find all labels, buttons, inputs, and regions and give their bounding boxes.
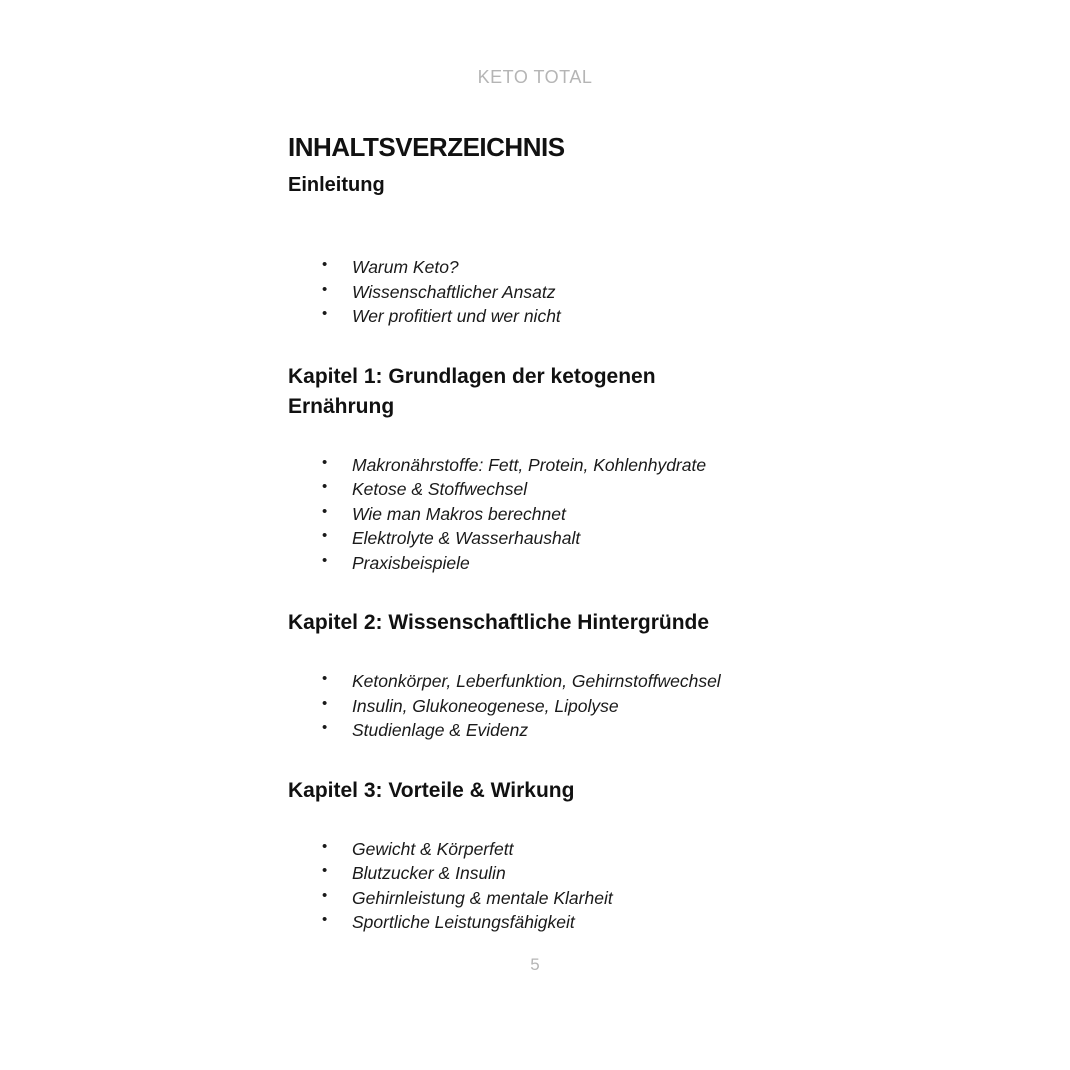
list-item: • Praxisbeispiele — [288, 551, 760, 576]
list-item: • Wissenschaftlicher Ansatz — [288, 280, 760, 305]
section-heading-kapitel-2: Kapitel 2: Wissenschaftliche Hintergründe — [288, 611, 710, 634]
list-item: • Wie man Makros berechnet — [288, 502, 760, 527]
list-item: • Gewicht & Körperfett — [288, 837, 760, 862]
list-item: • Wer profitiert und wer nicht — [288, 304, 760, 329]
bullet-list-kapitel-3 — [288, 837, 760, 935]
list-item: • Blutzucker & Insulin — [288, 861, 760, 886]
bullet-list-kapitel-2 — [288, 669, 760, 743]
page-number: 5 — [530, 955, 540, 974]
bullet-list-einleitung — [288, 255, 760, 329]
bullet-list-kapitel-1 — [288, 453, 760, 576]
list-item: • Sportliche Leistungsfähigkeit — [288, 910, 760, 935]
toc-content — [288, 0, 760, 935]
section-heading-einleitung: Einleitung — [288, 174, 385, 196]
list-item: • Insulin, Glukoneogenese, Lipolyse — [288, 694, 760, 719]
list-item: • Studienlage & Evidenz — [288, 718, 760, 743]
list-item: • Elektrolyte & Wasserhaushalt — [288, 526, 760, 551]
list-item: • Gehirnleistung & mentale Klarheit — [288, 886, 760, 911]
list-item: • Ketose & Stoffwechsel — [288, 477, 760, 502]
list-item: • Warum Keto? — [288, 255, 760, 280]
section-heading-kapitel-3: Kapitel 3: Vorteile & Wirkung — [288, 778, 575, 802]
running-header: KETO TOTAL — [477, 67, 593, 87]
page-title: INHALTSVERZEICHNIS — [288, 132, 565, 162]
list-item: • Ketonkörper, Leberfunktion, Gehirnstoffwechsel — [288, 669, 760, 694]
section-heading-kapitel-1: Kapitel 1: Grundlagen der ketogenen Ernährung — [288, 364, 656, 418]
list-item: • Makronährstoffe: Fett, Protein, Kohlenhydrate — [288, 453, 760, 478]
